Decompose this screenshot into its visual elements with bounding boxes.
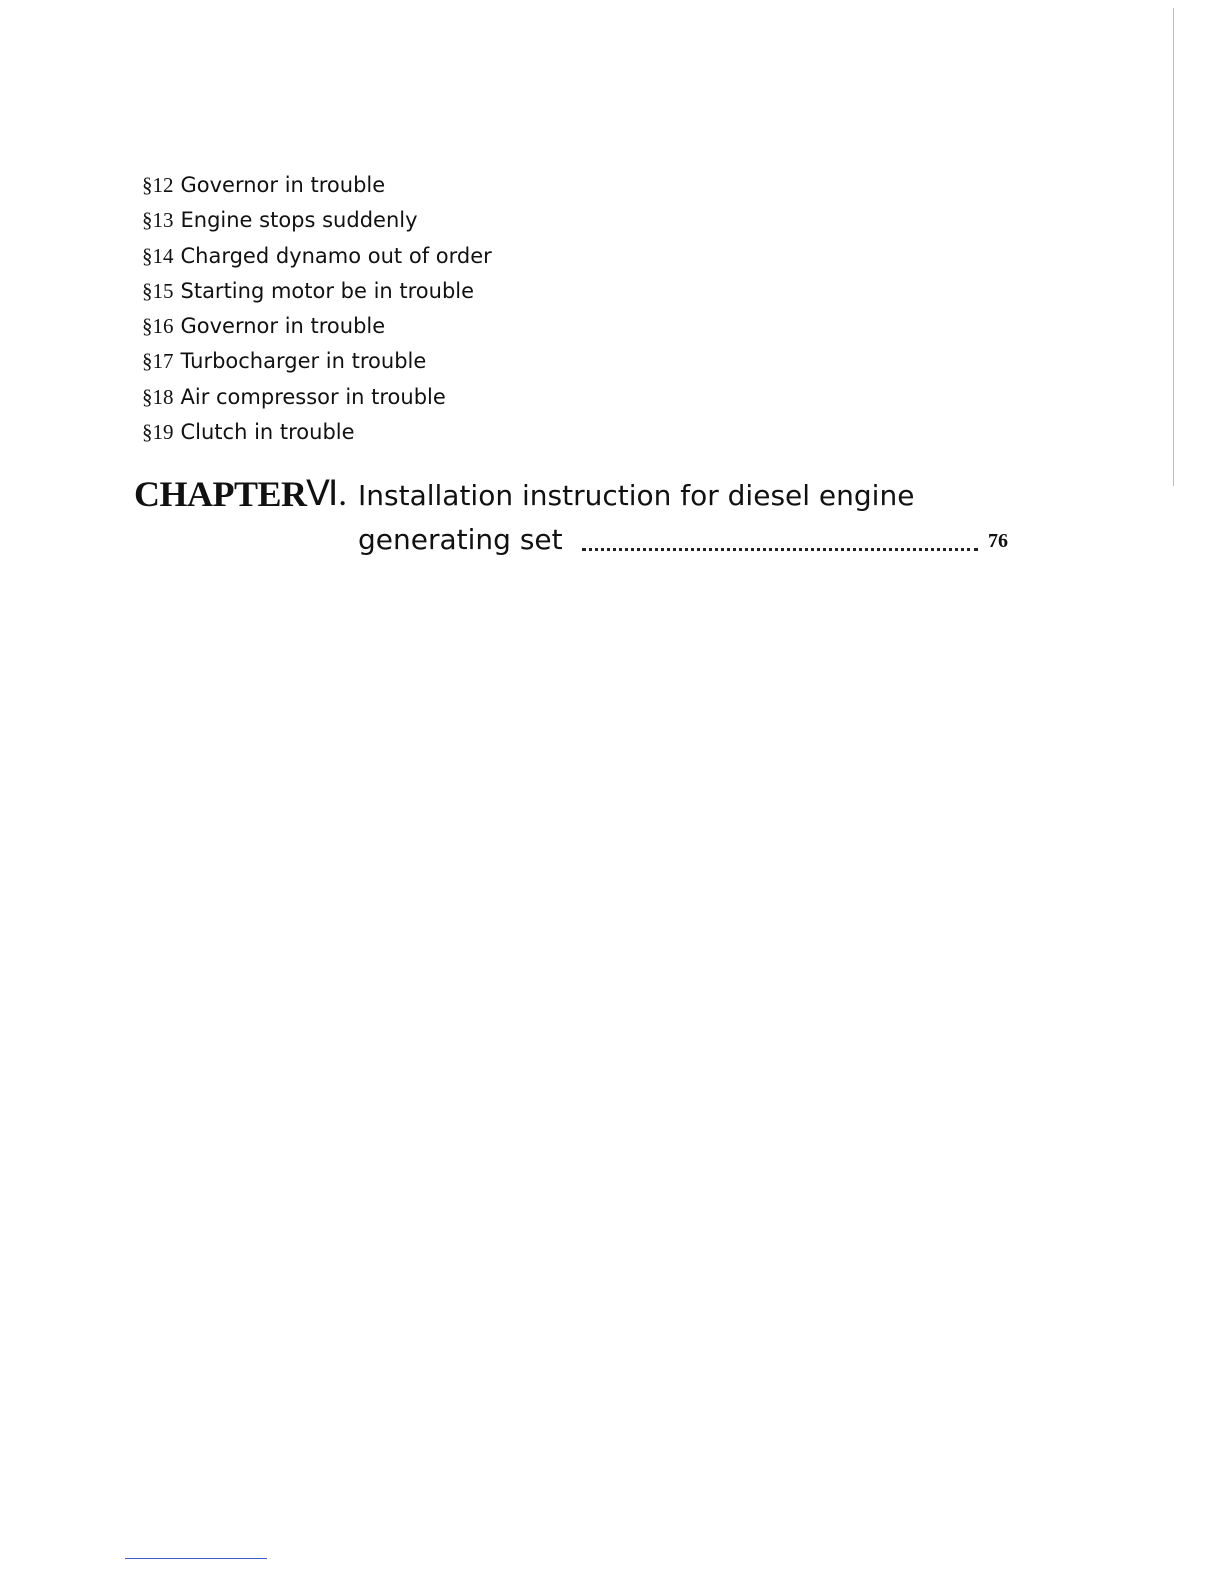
section-title: Turbocharger in trouble: [180, 349, 427, 374]
chapter-number: Ⅵ.: [306, 474, 348, 513]
dot-leader: [582, 524, 978, 551]
bottom-underline: [125, 1558, 267, 1559]
section-title: Charged dynamo out of order: [180, 243, 492, 268]
toc-section-list: [142, 168, 492, 450]
section-number: §18: [142, 384, 174, 409]
section-number: §12: [142, 173, 174, 197]
scan-edge-line: [1173, 8, 1174, 486]
chapter-page-number: 76: [988, 530, 1008, 552]
chapter-title-line1: Installation instruction for diesel engine: [358, 479, 915, 512]
section-title: Engine stops suddenly: [180, 208, 418, 233]
section-number: §14: [142, 243, 174, 268]
section-number: §17: [142, 349, 174, 374]
toc-item[interactable]: [142, 415, 492, 450]
section-title: Governor in trouble: [180, 173, 386, 197]
toc-item[interactable]: [142, 203, 492, 238]
toc-item[interactable]: [142, 344, 492, 379]
toc-item[interactable]: [142, 168, 492, 203]
toc-item[interactable]: [142, 309, 492, 344]
section-title: Air compressor in trouble: [180, 384, 446, 409]
chapter-heading[interactable]: [134, 470, 1034, 570]
toc-item[interactable]: [142, 274, 492, 309]
chapter-label: CHAPTER: [134, 474, 307, 514]
chapter-title-line2: generating set: [358, 523, 563, 556]
toc-item[interactable]: [142, 380, 492, 415]
section-number: §15: [142, 278, 174, 303]
section-title: Starting motor be in trouble: [180, 278, 475, 303]
section-title: Governor in trouble: [180, 314, 386, 339]
section-number: §16: [142, 314, 174, 339]
toc-item[interactable]: [142, 239, 492, 274]
section-title: Clutch in trouble: [180, 420, 355, 445]
section-number: §19: [142, 420, 174, 445]
section-number: §13: [142, 208, 174, 233]
